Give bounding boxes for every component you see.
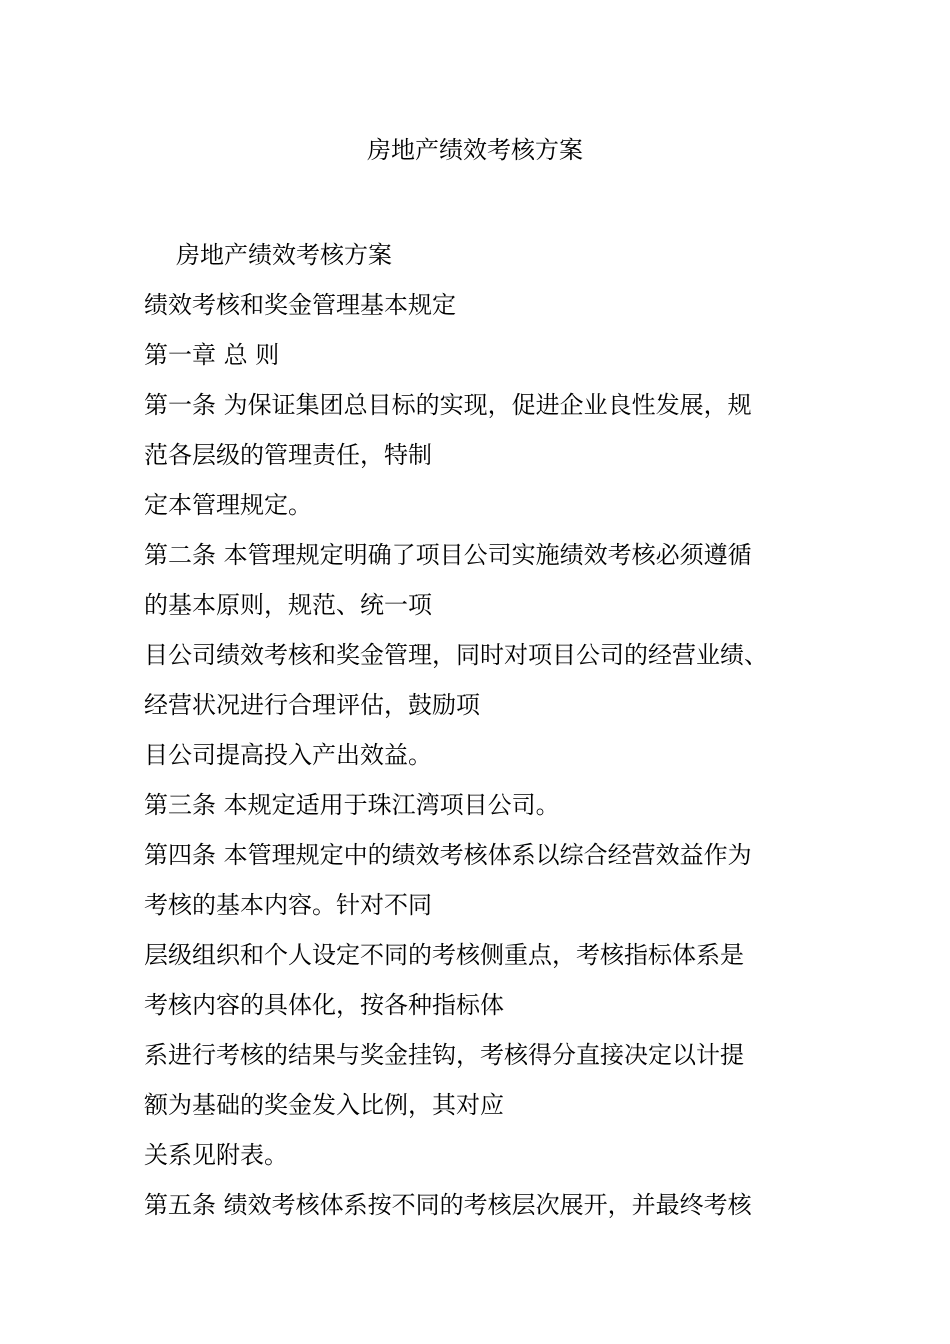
paragraph-line: 定本管理规定。 (144, 491, 312, 519)
paragraph-line: 考核的基本内容。针对不同 (144, 891, 432, 919)
paragraph-line: 目公司绩效考核和奖金管理，同时对项目公司的经营业绩、 (144, 641, 768, 669)
paragraph-line: 第三条 本规定适用于珠江湾项目公司。 (144, 791, 560, 819)
subtitle-line: 绩效考核和奖金管理基本规定 (144, 291, 456, 319)
paragraph-line: 范各层级的管理责任，特制 (144, 441, 432, 469)
paragraph-line: 的基本原则，规范、统一项 (144, 591, 432, 619)
section-heading: 房地产绩效考核方案 (176, 241, 392, 269)
paragraph-line: 额为基础的奖金发入比例，其对应 (144, 1091, 504, 1119)
paragraph-line: 第二条 本管理规定明确了项目公司实施绩效考核必须遵循 (144, 541, 752, 569)
paragraph-line: 目公司提高投入产出效益。 (144, 741, 432, 769)
paragraph-line: 经营状况进行合理评估，鼓励项 (144, 691, 480, 719)
document-body (144, 230, 804, 1230)
paragraph-line: 层级组织和个人设定不同的考核侧重点，考核指标体系是 (144, 941, 744, 969)
paragraph-line: 系进行考核的结果与奖金挂钩，考核得分直接决定以计提 (144, 1041, 744, 1069)
document-title: 房地产绩效考核方案 (367, 136, 583, 164)
paragraph-line: 考核内容的具体化，按各种指标体 (144, 991, 504, 1019)
chapter-heading: 第一章 总 则 (144, 341, 280, 369)
paragraph-line: 第一条 为保证集团总目标的实现，促进企业良性发展，规 (144, 391, 752, 419)
paragraph-line: 第五条 绩效考核体系按不同的考核层次展开，并最终考核 (144, 1191, 752, 1219)
paragraph-line: 关系见附表。 (144, 1141, 288, 1169)
paragraph-line: 第四条 本管理规定中的绩效考核体系以综合经营效益作为 (144, 841, 752, 869)
